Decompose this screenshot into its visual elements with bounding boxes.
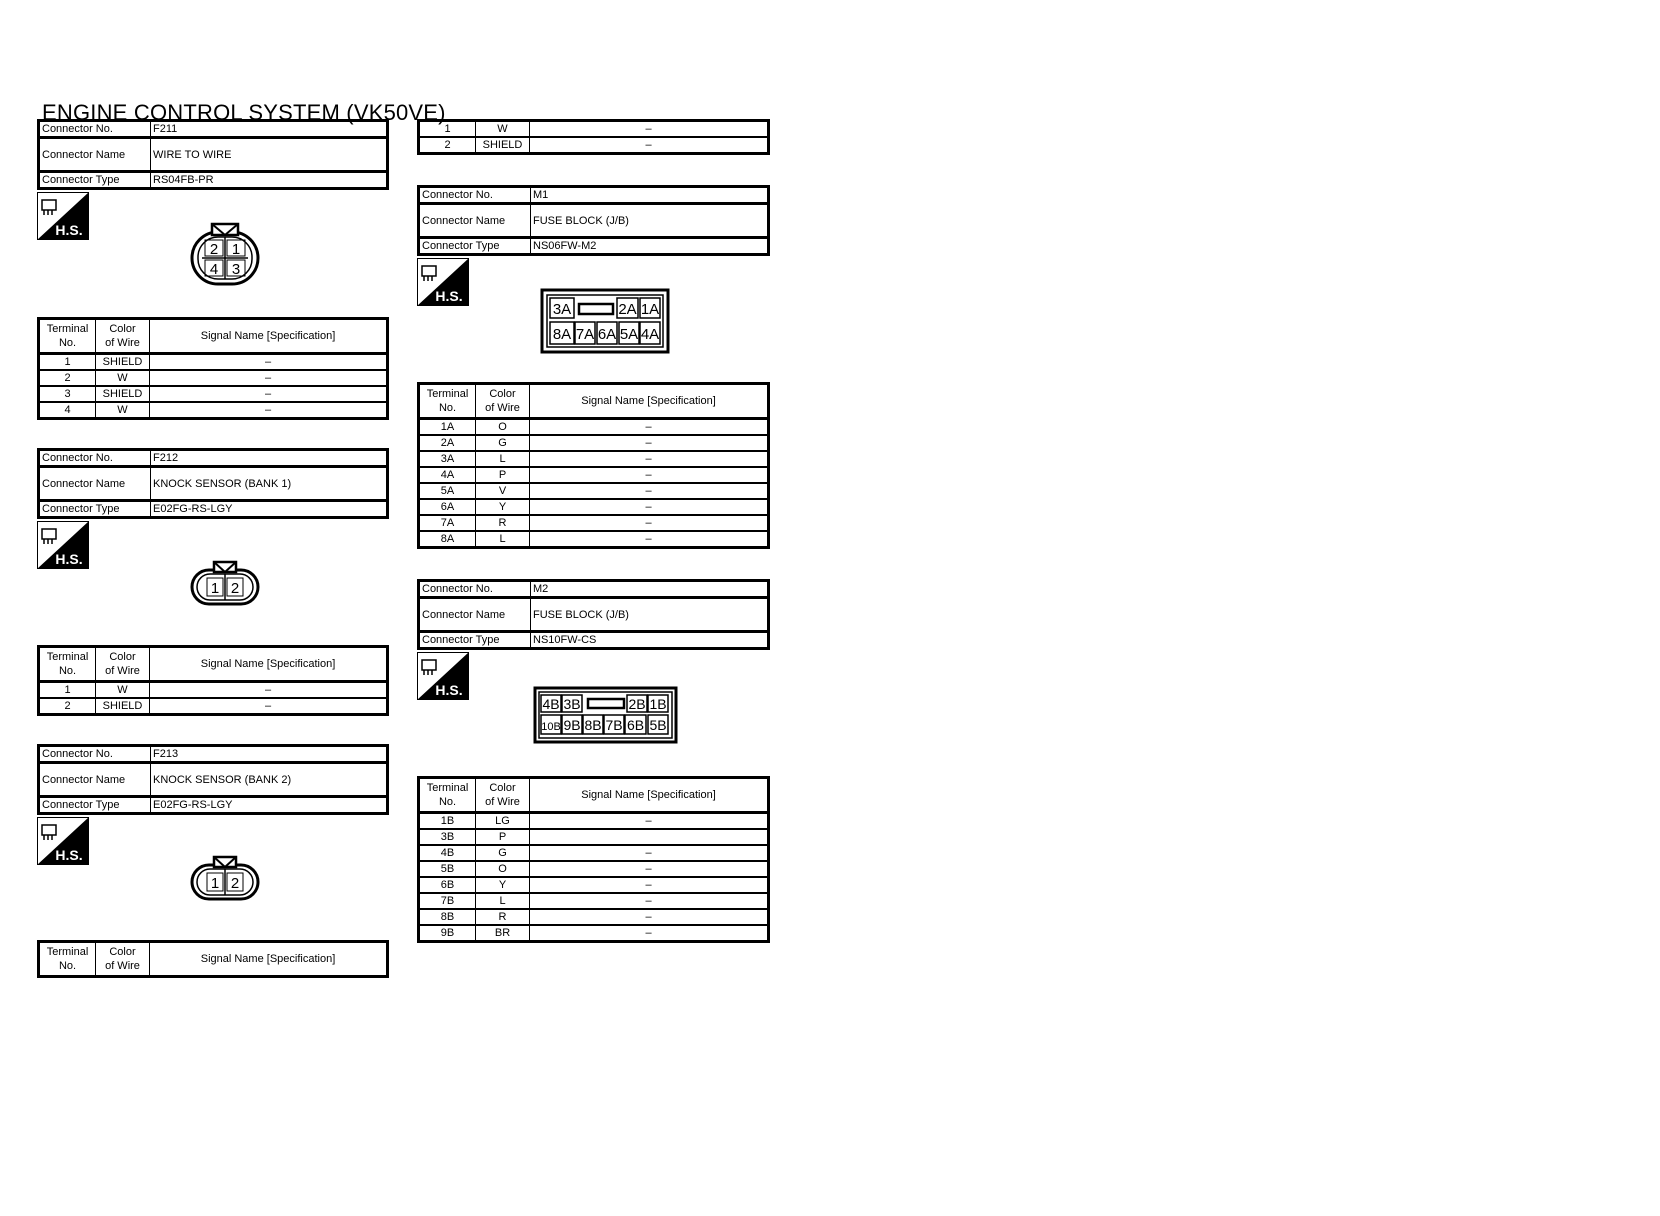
table-row: 1A O – — [419, 419, 769, 436]
signal-header: Signal Name [Specification] — [530, 384, 769, 419]
table-row: 8A L – — [419, 531, 769, 548]
table-row: 7B L – — [419, 893, 769, 909]
signal-header: Signal Name [Specification] — [150, 647, 388, 682]
pin-label: 2 — [209, 241, 219, 258]
table-row: 1 W – — [419, 121, 769, 138]
table-row: 2 SHIELD – — [419, 137, 769, 154]
connector-name-label: Connector Name — [39, 467, 151, 501]
table-row: 6A Y – — [419, 499, 769, 515]
table-row: 2 W – — [39, 370, 388, 386]
hs-label: H.S. — [55, 551, 83, 567]
connector-face-F211 — [185, 220, 265, 290]
pin-label: 1 — [210, 875, 220, 892]
terminal-table-M2 — [417, 776, 770, 943]
table-row: 1 W – — [39, 682, 388, 699]
terminal-table-F212 — [37, 645, 389, 716]
connector-no-label: Connector No. — [419, 581, 531, 598]
pin-label: 4A — [640, 326, 660, 343]
table-row: 9B BR – — [419, 925, 769, 942]
pin-label: 6B — [626, 717, 645, 733]
harness-side-icon — [417, 652, 469, 700]
table-row: 3A L – — [419, 451, 769, 467]
pin-label: 2 — [230, 875, 240, 892]
connector-type-label: Connector Type — [419, 238, 531, 255]
hs-label: H.S. — [55, 847, 83, 863]
color-header: Color of Wire — [96, 942, 150, 977]
pin-label: 5B — [649, 717, 667, 733]
pin-label: 1A — [640, 301, 660, 318]
harness-side-icon — [417, 258, 469, 306]
color-header: Color of Wire — [476, 778, 530, 813]
pin-label: 8B — [584, 717, 602, 733]
connector-no-label: Connector No. — [419, 187, 531, 204]
pin-label: 2 — [230, 580, 240, 597]
connector-no-value: F211 — [151, 121, 388, 138]
pin-label: 9B — [563, 717, 581, 733]
terminal-header: Terminal No. — [39, 647, 96, 682]
connector-type-label: Connector Type — [39, 501, 151, 518]
pin-label: 6A — [597, 326, 617, 343]
connector-name-value: KNOCK SENSOR (BANK 2) — [151, 763, 388, 797]
pin-label: 4B — [542, 696, 560, 712]
connector-face-M2 — [533, 686, 678, 744]
pin-label: 3 — [231, 261, 241, 278]
connector-name-value: FUSE BLOCK (J/B) — [531, 204, 769, 238]
connector-name-value: FUSE BLOCK (J/B) — [531, 598, 769, 632]
table-row: 3 SHIELD – — [39, 386, 388, 402]
signal-header: Signal Name [Specification] — [150, 319, 388, 354]
pin-label: 8A — [552, 326, 572, 343]
hs-label: H.S. — [435, 288, 463, 304]
connector-name-label: Connector Name — [39, 138, 151, 172]
connector-type-label: Connector Type — [39, 172, 151, 189]
harness-side-icon — [37, 521, 89, 569]
pin-label: 10B — [541, 721, 561, 733]
table-row: 5B O – — [419, 861, 769, 877]
terminal-header: Terminal No. — [39, 942, 96, 977]
signal-header: Signal Name [Specification] — [530, 778, 769, 813]
connector-name-label: Connector Name — [419, 598, 531, 632]
hs-label: H.S. — [55, 222, 83, 238]
terminal-table-F213-continued — [417, 119, 770, 155]
table-row: 8B R – — [419, 909, 769, 925]
signal-header: Signal Name [Specification] — [150, 942, 388, 977]
connector-name-value: WIRE TO WIRE — [151, 138, 388, 172]
pin-label: 1 — [210, 580, 220, 597]
connector-info-F211 — [37, 119, 389, 190]
harness-side-icon — [37, 817, 89, 865]
terminal-table-M1 — [417, 382, 770, 549]
table-row: 3B P — [419, 829, 769, 845]
connector-type-value: E02FG-RS-LGY — [151, 797, 388, 814]
pin-label: 7A — [575, 326, 595, 343]
connector-no-value: F212 — [151, 450, 388, 467]
harness-side-icon — [37, 192, 89, 240]
page-title: ENGINE CONTROL SYSTEM (VK50VE) — [42, 100, 446, 125]
table-row: 1B LG – — [419, 813, 769, 830]
table-row: 7A R – — [419, 515, 769, 531]
connector-type-value: RS04FB-PR — [151, 172, 388, 189]
terminal-header: Terminal No. — [419, 778, 476, 813]
connector-face-F213 — [185, 853, 265, 903]
pin-label: 3B — [563, 696, 581, 712]
connector-name-value: KNOCK SENSOR (BANK 1) — [151, 467, 388, 501]
pin-label: 2A — [618, 301, 637, 318]
table-row: 2A G – — [419, 435, 769, 451]
pin-label: 1B — [649, 696, 667, 712]
connector-type-value: NS06FW-M2 — [531, 238, 769, 255]
connector-no-label: Connector No. — [39, 746, 151, 763]
table-row: 5A V – — [419, 483, 769, 499]
connector-no-value: M2 — [531, 581, 769, 598]
color-header: Color of Wire — [96, 319, 150, 354]
pin-label: 4 — [209, 261, 219, 278]
terminal-header: Terminal No. — [39, 319, 96, 354]
connector-info-F213 — [37, 744, 389, 815]
connector-name-label: Connector Name — [419, 204, 531, 238]
terminal-table-F213-header — [37, 940, 389, 978]
connector-no-label: Connector No. — [39, 450, 151, 467]
connector-no-value: M1 — [531, 187, 769, 204]
color-header: Color of Wire — [476, 384, 530, 419]
terminal-table-F211 — [37, 317, 389, 420]
table-row: 4A P – — [419, 467, 769, 483]
connector-type-value: E02FG-RS-LGY — [151, 501, 388, 518]
hs-label: H.S. — [435, 682, 463, 698]
connector-info-M1 — [417, 185, 770, 256]
pin-label: 3A — [552, 301, 572, 318]
connector-face-F212 — [185, 558, 265, 608]
connector-name-label: Connector Name — [39, 763, 151, 797]
table-row: 1 SHIELD – — [39, 354, 388, 371]
connector-type-label: Connector Type — [419, 632, 531, 649]
terminal-header: Terminal No. — [419, 384, 476, 419]
connector-face-M1 — [540, 288, 670, 354]
table-row: 2 SHIELD – — [39, 698, 388, 715]
pin-label: 1 — [231, 241, 241, 258]
color-header: Color of Wire — [96, 647, 150, 682]
table-row: 4 W – — [39, 402, 388, 419]
connector-type-value: NS10FW-CS — [531, 632, 769, 649]
connector-info-F212 — [37, 448, 389, 519]
table-row: 4B G – — [419, 845, 769, 861]
connector-no-label: Connector No. — [39, 121, 151, 138]
pin-label: 2B — [628, 696, 646, 712]
pin-label: 5A — [619, 326, 639, 343]
table-row: 6B Y – — [419, 877, 769, 893]
connector-type-label: Connector Type — [39, 797, 151, 814]
connector-info-M2 — [417, 579, 770, 650]
pin-label: 7B — [605, 717, 623, 733]
connector-no-value: F213 — [151, 746, 388, 763]
